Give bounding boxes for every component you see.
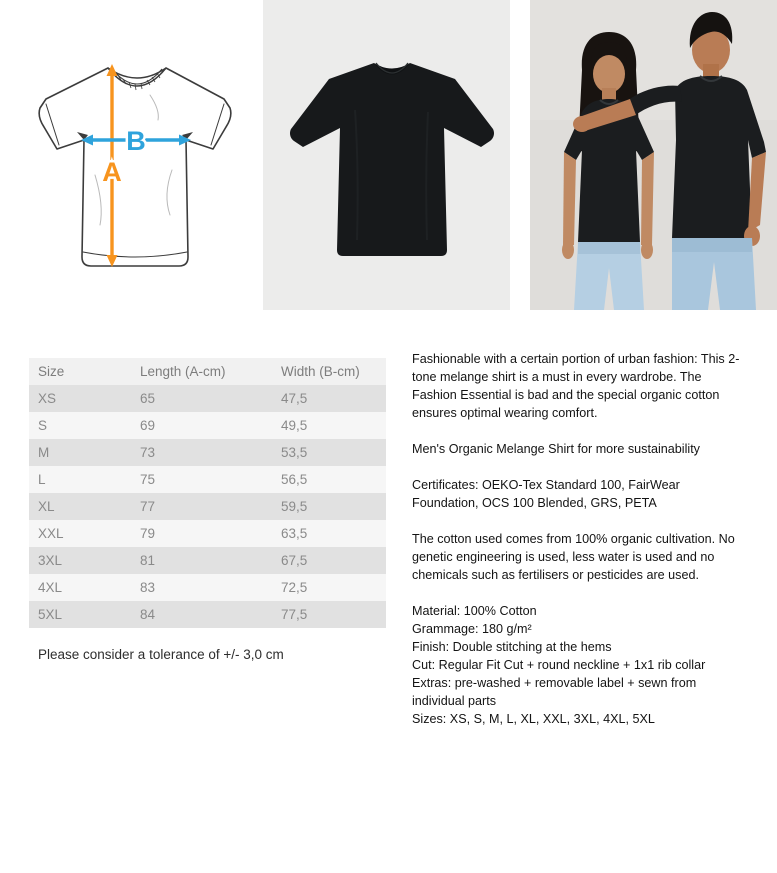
- product-photo-models: [530, 0, 777, 310]
- cell-length: 69: [140, 418, 156, 433]
- cell-length: 79: [140, 526, 156, 541]
- cell-size: S: [38, 418, 48, 433]
- table-row-s: [29, 412, 386, 439]
- col-header-length: Length (A-cm): [140, 364, 226, 379]
- black-tshirt-flat-image: [263, 0, 510, 310]
- spec-sizes: Sizes: XS, S, M, L, XL, XXL, 3XL, 4XL, 5XL: [412, 712, 655, 726]
- cell-length: 81: [140, 553, 156, 568]
- product-photo-flat: [263, 0, 510, 310]
- product-specs: [412, 602, 746, 728]
- cell-length: 65: [140, 391, 156, 406]
- description-paragraph-certificates: Certificates: OEKO-Tex Standard 100, FairWear Foundation, OCS 100 Blended, GRS, PETA: [412, 478, 680, 510]
- table-row-l: [29, 466, 386, 493]
- table-row-m: [29, 439, 386, 466]
- size-table-header: [29, 358, 386, 385]
- size-diagram-image: [0, 0, 263, 310]
- cell-length: 83: [140, 580, 156, 595]
- cell-size: 3XL: [38, 553, 63, 568]
- cell-width: 59,5: [281, 499, 308, 514]
- cell-length: 77: [140, 499, 156, 514]
- cell-size: XS: [38, 391, 57, 406]
- description-paragraph-cotton: The cotton used comes from 100% organic cultivation. No genetic engineering is used, less water is used and no chemicals such as fertilisers or pesticides are used.: [412, 532, 735, 582]
- cell-width: 56,5: [281, 472, 308, 487]
- cell-width: 63,5: [281, 526, 308, 541]
- cell-width: 47,5: [281, 391, 308, 406]
- table-row-xl: [29, 493, 386, 520]
- cell-size: 4XL: [38, 580, 63, 595]
- tolerance-note: Please consider a tolerance of +/- 3,0 cm: [38, 647, 284, 662]
- size-table: [29, 358, 386, 628]
- cell-length: 73: [140, 445, 156, 460]
- cell-width: 53,5: [281, 445, 308, 460]
- cell-size: M: [38, 445, 50, 460]
- width-label-b: B: [126, 126, 146, 156]
- cell-width: 77,5: [281, 607, 308, 622]
- length-label-a: A: [102, 157, 122, 187]
- spec-grammage: Grammage: 180 g/m²: [412, 622, 532, 636]
- description-paragraph-intro: Fashionable with a certain portion of urban fashion: This 2-tone melange shirt is a must in every wardrobe. The Fashion Essential is bad and the special organic cotton ensures optimal wearing comfort.: [412, 352, 740, 420]
- cell-width: 72,5: [281, 580, 308, 595]
- description-paragraph-sustainability: Men's Organic Melange Shirt for more sustainability: [412, 442, 700, 456]
- spec-finish: Finish: Double stitching at the hems: [412, 640, 612, 654]
- product-description: [412, 350, 746, 728]
- cell-size: XL: [38, 499, 55, 514]
- spec-material: Material: 100% Cotton: [412, 604, 537, 618]
- table-row-3xl: [29, 547, 386, 574]
- cell-length: 84: [140, 607, 156, 622]
- models-wearing-tshirts-image: [530, 0, 777, 310]
- spec-extras: Extras: pre-washed + removable label + sewn from individual parts: [412, 676, 697, 708]
- col-header-size: Size: [38, 364, 65, 379]
- cell-size: XXL: [38, 526, 64, 541]
- col-header-width: Width (B-cm): [281, 364, 360, 379]
- tshirt-measure-diagram: [0, 0, 263, 310]
- table-row-xs: [29, 385, 386, 412]
- table-row-4xl: [29, 574, 386, 601]
- table-row-5xl: [29, 601, 386, 628]
- table-row-xxl: [29, 520, 386, 547]
- cell-width: 67,5: [281, 553, 308, 568]
- cell-length: 75: [140, 472, 156, 487]
- cell-width: 49,5: [281, 418, 308, 433]
- cell-size: L: [38, 472, 46, 487]
- spec-cut: Cut: Regular Fit Cut + round neckline + 1x1 rib collar: [412, 658, 706, 672]
- cell-size: 5XL: [38, 607, 63, 622]
